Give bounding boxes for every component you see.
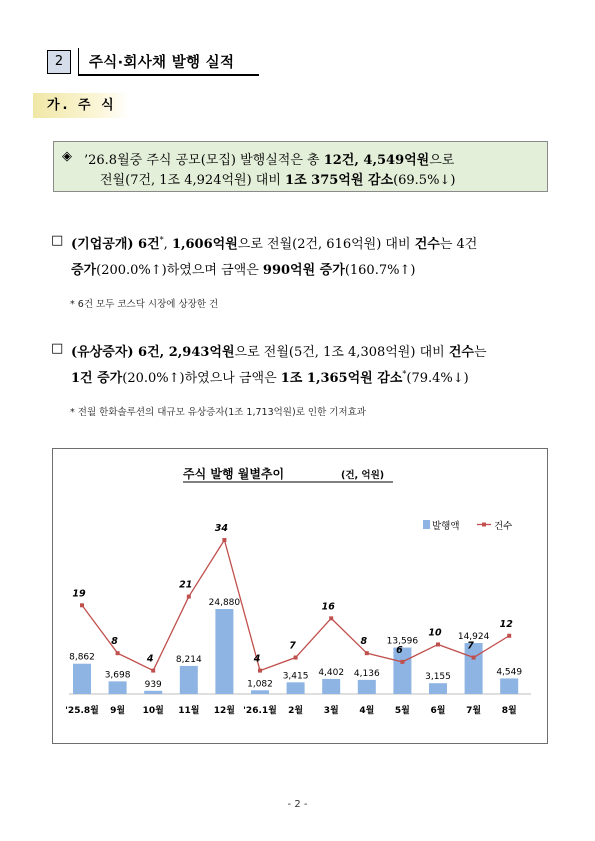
section-number: 2 bbox=[47, 50, 71, 74]
chart-frame bbox=[52, 448, 548, 744]
bar bbox=[287, 682, 305, 694]
bar-value-label: 3,698 bbox=[104, 670, 131, 681]
summary-run: (69.5%↓) bbox=[393, 173, 456, 188]
count-point bbox=[80, 603, 84, 607]
bar bbox=[73, 664, 91, 694]
ipo-run: (200.0%↑)하였으며 금액은 bbox=[96, 263, 263, 278]
rights-run: 으로 전월(5건, 1조 4,308억원) 대비 bbox=[234, 345, 449, 360]
legend-bar-label: 발행액 bbox=[432, 521, 460, 532]
bar-value-label: 939 bbox=[144, 679, 162, 690]
sub-heading: 가. 주 식 bbox=[33, 93, 129, 118]
bar bbox=[358, 680, 376, 694]
ipo-line-1 bbox=[71, 233, 477, 252]
stock-issuance-chart bbox=[53, 449, 547, 743]
summary-run: 전월(7건, 1조 4,924억원) 대비 bbox=[100, 173, 286, 188]
count-point bbox=[222, 538, 226, 542]
section-title: 주식·회사채 발행 실적 bbox=[89, 55, 235, 71]
count-value-label: 16 bbox=[321, 601, 335, 613]
count-point bbox=[472, 656, 476, 660]
rights-line-2 bbox=[71, 367, 469, 386]
summary-line-1 bbox=[84, 149, 454, 168]
bar-value-label: 24,880 bbox=[208, 598, 241, 608]
count-point bbox=[187, 595, 191, 599]
count-value-label: 8 bbox=[360, 636, 368, 648]
summary-bullet-icon: ◈ bbox=[62, 149, 72, 164]
chart-title-unit: (건, 억원) bbox=[341, 470, 385, 481]
count-value-label: 6 bbox=[396, 644, 403, 656]
count-point bbox=[151, 669, 155, 673]
count-point bbox=[436, 642, 440, 646]
count-value-label: 21 bbox=[179, 579, 193, 591]
bar-value-label: 3,155 bbox=[425, 672, 451, 683]
summary-run: 12건, 4,549억원 bbox=[323, 153, 430, 168]
page-number: - 2 - bbox=[287, 799, 308, 810]
bar bbox=[251, 690, 269, 694]
bar bbox=[180, 666, 198, 694]
x-tick-label: 3월 bbox=[323, 706, 339, 716]
count-value-label: 19 bbox=[72, 588, 86, 600]
ipo-run: 는 4건 bbox=[439, 237, 478, 252]
x-tick-label: 8월 bbox=[501, 706, 517, 716]
count-value-label: 8 bbox=[111, 636, 118, 648]
count-value-label: 34 bbox=[214, 523, 229, 534]
bar-value-label: 8,214 bbox=[175, 654, 202, 665]
legend-bar-swatch bbox=[423, 520, 430, 529]
x-tick-label: 2월 bbox=[288, 706, 304, 716]
x-tick-label: 6월 bbox=[430, 706, 446, 716]
x-tick-label: 9월 bbox=[110, 706, 126, 716]
rights-run: 건수 bbox=[448, 345, 474, 360]
count-point bbox=[329, 616, 333, 620]
x-tick-label: '26.1월 bbox=[243, 706, 277, 716]
rights-line-1 bbox=[71, 341, 487, 360]
summary-run: 으로 bbox=[429, 153, 455, 168]
bar-value-label: 4,549 bbox=[496, 667, 523, 678]
summary-run: ’26.8월중 주식 공모(모집) 발행실적은 총 bbox=[84, 153, 324, 168]
paragraph-marker-icon: □ bbox=[51, 233, 64, 248]
rights-run: 는 bbox=[473, 345, 487, 360]
rights-footnote: * 전월 한화솔루션의 대규모 유상증자(1조 1,713억원)로 인한 기저효과 bbox=[70, 407, 366, 418]
rights-run: * bbox=[402, 369, 407, 379]
bar bbox=[144, 691, 162, 694]
count-point bbox=[116, 651, 120, 655]
count-point bbox=[365, 651, 369, 655]
summary-run: 1조 375억원 감소 bbox=[285, 173, 394, 188]
summary-box bbox=[53, 141, 548, 192]
count-value-label: 4 bbox=[253, 653, 261, 665]
legend-line-marker bbox=[482, 523, 486, 527]
bar bbox=[500, 678, 518, 694]
ipo-run: 건수 bbox=[414, 237, 440, 252]
rights-run: (79.4%↓) bbox=[406, 371, 469, 386]
bar-value-label: 8,862 bbox=[69, 652, 95, 663]
section-title-box bbox=[78, 48, 259, 76]
bar-value-label: 4,402 bbox=[318, 667, 345, 678]
bar bbox=[429, 683, 447, 694]
rights-run: (20.0%↑)하였으나 금액은 bbox=[122, 371, 281, 386]
ipo-line-2 bbox=[71, 259, 415, 278]
count-point bbox=[294, 656, 298, 660]
bar-value-label: 1,082 bbox=[247, 679, 273, 690]
rights-run: 1건 증가 bbox=[71, 371, 123, 386]
ipo-run: , bbox=[163, 237, 172, 252]
chart-title: 주식 발행 월별추이 bbox=[183, 467, 285, 481]
ipo-run: * bbox=[159, 235, 164, 245]
bar-value-label: 3,415 bbox=[282, 671, 309, 682]
bar-value-label: 14,924 bbox=[457, 632, 490, 643]
count-value-label: 7 bbox=[467, 640, 474, 652]
rights-run: 1조 1,365억원 감소 bbox=[280, 371, 403, 386]
bar-value-label: 13,596 bbox=[386, 636, 419, 647]
bar bbox=[109, 681, 127, 694]
ipo-run: (기업공개) 6건 bbox=[71, 237, 160, 252]
x-tick-label: 4월 bbox=[359, 706, 375, 716]
ipo-run: 으로 전월(2건, 616억원) 대비 bbox=[237, 237, 415, 252]
bar bbox=[215, 609, 233, 694]
bar-value-label: 4,136 bbox=[353, 668, 380, 679]
ipo-run: 990억원 증가 bbox=[262, 263, 345, 278]
ipo-run: 1,606억원 bbox=[171, 237, 238, 252]
count-value-label: 12 bbox=[499, 618, 513, 630]
plot-area bbox=[65, 523, 531, 716]
x-tick-label: 11월 bbox=[178, 706, 200, 716]
ipo-run: (160.7%↑) bbox=[344, 263, 416, 278]
x-tick-label: 5월 bbox=[394, 706, 410, 716]
x-tick-label: 7월 bbox=[466, 706, 482, 716]
summary-line-2 bbox=[100, 169, 455, 188]
bar bbox=[322, 679, 340, 694]
legend-line-label: 건수 bbox=[494, 521, 513, 532]
count-value-label: 10 bbox=[428, 627, 442, 639]
ipo-footnote: * 6건 모두 코스닥 시장에 상장한 건 bbox=[70, 299, 219, 310]
paragraph-marker-icon: □ bbox=[51, 341, 64, 356]
count-value-label: 7 bbox=[289, 640, 296, 652]
count-point bbox=[507, 634, 511, 638]
x-tick-label: 12월 bbox=[213, 706, 236, 716]
count-point bbox=[258, 669, 262, 673]
count-point bbox=[400, 660, 404, 664]
rights-run: (유상증자) 6건, 2,943억원 bbox=[71, 345, 235, 360]
ipo-run: 증가 bbox=[71, 263, 97, 278]
count-value-label: 4 bbox=[146, 653, 154, 665]
x-tick-label: 10월 bbox=[142, 706, 164, 716]
x-tick-label: '25.8월 bbox=[65, 706, 99, 716]
